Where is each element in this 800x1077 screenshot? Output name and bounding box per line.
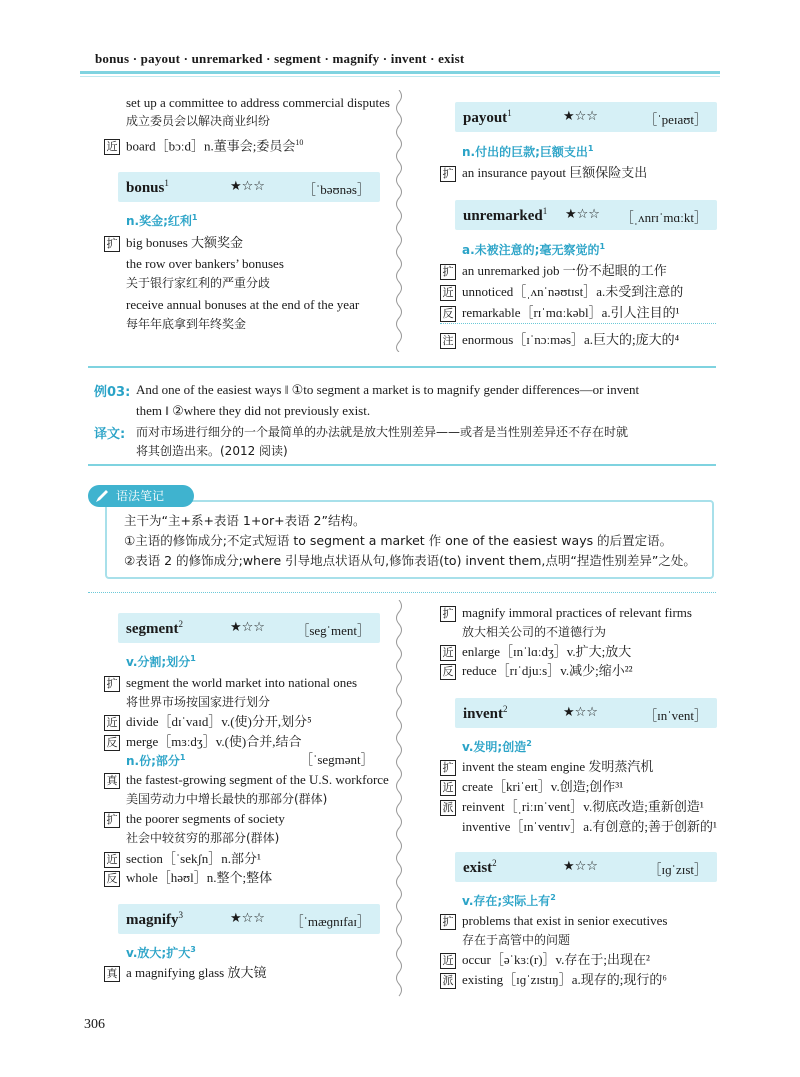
star-rating: ★☆☆ — [563, 109, 598, 124]
headword: invent$^2$ — [463, 704, 508, 722]
phonetic: ［ˈsegmənt］ — [300, 752, 374, 767]
grammar-line-1: 主干为“主+系+表语 1+or+表语 2”结构。 — [124, 513, 366, 528]
frequency-sup: 10 — [295, 138, 304, 147]
row-text: problems that exist in senior executives — [462, 913, 668, 928]
headword: bonus$^1$ — [126, 178, 169, 196]
example-label: 例03: — [94, 385, 131, 400]
synonym-text: board［bɔːd］n.董事会;委员会 — [126, 138, 296, 154]
phonetic: ［ˌʌnrɪˈmɑːkt］ — [620, 210, 707, 225]
entry-row — [440, 758, 653, 776]
translation-1: 而对市场进行细分的一个最简单的办法就是放大性别差异——或者是当性别差异还不存在时就 — [136, 425, 629, 439]
collocation: an insurance payout 巨额保险支出 — [462, 165, 648, 180]
collocation-translation: 关于银行家红利的严重分歧 — [126, 276, 271, 290]
row-text: 社会中较贫穷的那部分(群体) — [126, 831, 280, 845]
header-rule — [80, 71, 720, 74]
column-divider-bottom — [392, 600, 406, 1000]
headword: exist$^2$ — [463, 858, 497, 876]
entry-row — [440, 643, 631, 661]
row-text: 存在于高管中的问题 — [462, 933, 571, 947]
row-text: divide［dɪˈvaɪd］v.(使)分开,划分⁵ — [126, 714, 312, 729]
row-mark: 近 — [104, 852, 120, 868]
row-mark: 派 — [440, 800, 456, 816]
section-divider — [88, 592, 716, 593]
star-rating: ★☆☆ — [565, 207, 600, 222]
star-rating: ★☆☆ — [230, 179, 265, 194]
row-text: invent the steam engine 发明蒸汽机 — [462, 759, 654, 774]
extension-row — [104, 234, 243, 252]
entry-row — [440, 912, 667, 930]
row-text: an unremarked job 一份不起眼的工作 — [462, 263, 667, 278]
word-header-magnify — [118, 904, 380, 934]
star-rating: ★☆☆ — [230, 620, 265, 635]
extension-mark: 扩 — [440, 166, 456, 182]
sense-label: n.奖金;红利$^1$ — [126, 213, 198, 228]
word-header-unremarked — [455, 200, 717, 230]
collocation-translation: 每年年底拿到年终奖金 — [126, 317, 247, 331]
headword: payout$^1$ — [463, 108, 512, 126]
row-mark: 扩 — [104, 812, 120, 828]
row-text: reduce［rɪˈdjuːs］v.减少;缩小²² — [462, 663, 633, 678]
sense-label: n.付出的巨款;巨额支出$^1$ — [462, 144, 594, 159]
sense-label: v.分割;划分$^1$ — [126, 654, 196, 669]
row-text: segment the world market into national ones — [126, 675, 358, 690]
row-mark: 近 — [104, 715, 120, 731]
row-text: enlarge［ɪnˈlɑːdʒ］v.扩大;放大 — [462, 644, 632, 659]
row-text: create［kriˈeɪt］v.创造;创作³¹ — [462, 779, 624, 794]
entry-row — [104, 869, 272, 887]
entry-row — [104, 674, 357, 692]
row-text: inventive［ɪnˈventɪv］a.有创意的;善于创新的¹ — [462, 819, 717, 834]
row-text: remarkable［rɪˈmɑːkəbl］a.引人注目的¹ — [462, 305, 680, 320]
phonetic: ［ˈpeɪaʊt］ — [644, 112, 707, 127]
entry-row — [440, 283, 683, 301]
entry-row — [440, 262, 667, 280]
page-number: 306 — [84, 1017, 105, 1032]
row-mark: 派 — [440, 973, 456, 989]
entry-row — [440, 604, 692, 622]
collocation: receive annual bonuses at the end of the year — [126, 297, 360, 312]
entry-row — [104, 713, 312, 731]
phonetic: ［ɪɡˈzɪst］ — [648, 862, 707, 877]
entry-row — [104, 771, 389, 789]
entry-row — [440, 971, 667, 989]
star-rating: ★☆☆ — [563, 705, 598, 720]
row-text: the fastest-growing segment of the U.S. workforce — [126, 772, 389, 787]
entry-row — [104, 810, 285, 828]
sense-label: v.存在;实际上有$^2$ — [462, 893, 556, 908]
entry-row — [440, 798, 704, 816]
row-mark: 近 — [440, 953, 456, 969]
row-text: unnoticed［ˌʌnˈnəʊtɪst］a.未受到注意的 — [462, 284, 684, 299]
row-text: magnify immoral practices of relevant firms — [462, 605, 692, 620]
example-translation: 成立委员会以解决商业纠纷 — [126, 114, 271, 128]
entry-row — [104, 733, 302, 751]
row-mark: 反 — [104, 871, 120, 887]
header-rule-thin — [80, 76, 720, 77]
row-text: existing［ɪɡˈzɪstɪŋ］a.现存的;现行的⁶ — [462, 972, 667, 987]
word-header-payout — [455, 102, 717, 132]
row-text: section［ˈsekʃn］n.部分¹ — [126, 851, 261, 866]
word-header-bonus — [118, 172, 380, 202]
column-divider-top — [392, 90, 406, 352]
example-line: set up a committee to address commercial disputes — [126, 95, 390, 110]
translation-label: 译文: — [94, 427, 126, 442]
star-rating: ★☆☆ — [563, 859, 598, 874]
row-text: merge［mɜːdʒ］v.(使)合并,结合 — [126, 734, 302, 749]
entry-row — [104, 850, 261, 868]
row-mark: 扩 — [440, 914, 456, 930]
row-mark: 反 — [440, 664, 456, 680]
extension-mark: 扩 — [104, 236, 120, 252]
headword: segment$^2$ — [126, 619, 183, 637]
row-text: a magnifying glass 放大镜 — [126, 965, 267, 980]
sense-label: v.放大;扩大$^3$ — [126, 945, 196, 960]
row-text: whole［həʊl］n.整个;整体 — [126, 870, 273, 885]
grammar-tag-label: 语法笔记 — [116, 489, 165, 503]
row-mark: 近 — [440, 780, 456, 796]
example-sentence-1: And one of the easiest ways ‖ ①to segment a market is to magnify gender differences—or invent — [136, 382, 640, 397]
phonetic: ［ˈmæɡnɪfaɪ］ — [290, 914, 370, 929]
example-sentence-2: them ‖ ②where they did not previously exist. — [136, 403, 371, 418]
grammar-line-2: ①主语的修饰成分;不定式短语 to segment a market 作 one of the easiest ways 的后置定语。 — [124, 533, 673, 548]
row-text: the poorer segments of society — [126, 811, 285, 826]
entry-row — [440, 778, 623, 796]
row-text: 放大相关公司的不道德行为 — [462, 625, 607, 639]
synonym-mark: 近 — [104, 139, 120, 155]
translation-2: 将其创造出来。(2012 阅读) — [136, 444, 288, 458]
word-header-segment — [118, 613, 380, 643]
sense-label: a.未被注意的;毫无察觉的$^1$ — [462, 242, 606, 257]
extension-row — [440, 164, 647, 182]
collocation: big bonuses 大额奖金 — [126, 235, 244, 250]
collocation: the row over bankers’ bonuses — [126, 256, 284, 271]
row-mark: 反 — [440, 306, 456, 322]
row-mark: 扩 — [440, 606, 456, 622]
synonym-row — [104, 134, 303, 155]
row-mark: 真 — [104, 966, 120, 982]
row-text: occur［əˈkɜː(r)］v.存在于;出现在² — [462, 952, 650, 967]
word-header-invent — [455, 698, 717, 728]
pen-icon — [94, 488, 110, 504]
entry-row — [440, 662, 633, 680]
grammar-tag — [88, 485, 194, 507]
sense-label: n.份;部分$^1$ — [126, 753, 186, 768]
headword: unremarked$^1$ — [463, 206, 548, 224]
row-text: 将世界市场按国家进行划分 — [126, 695, 271, 709]
row-mark: 扩 — [440, 760, 456, 776]
entry-row — [104, 964, 266, 982]
phonetic: ［ɪnˈvent］ — [644, 708, 707, 723]
row-mark: 扩 — [440, 264, 456, 280]
entry-row — [440, 331, 679, 349]
row-text: reinvent［ˌriːɪnˈvent］v.彻底改造;重新创造¹ — [462, 799, 704, 814]
word-header-exist — [455, 852, 717, 882]
row-mark: 近 — [440, 285, 456, 301]
phonetic: ［segˈment］ — [296, 623, 370, 638]
row-mark: 注 — [440, 333, 456, 349]
sense-label: v.发明;创造$^2$ — [462, 739, 532, 754]
row-mark: 真 — [104, 773, 120, 789]
grammar-line-3: ②表语 2 的修饰成分;where 引导地点状语从句,修饰表语(to) invent them,点明“捏造性别差异”之处。 — [124, 553, 696, 568]
entry-row — [440, 951, 650, 969]
running-header: bonus · payout · unremarked · segment · magnify · invent · exist — [95, 51, 465, 66]
headword: magnify$^3$ — [126, 910, 183, 928]
row-text: 美国劳动力中增长最快的那部分(群体) — [126, 792, 328, 806]
row-mark: 反 — [104, 735, 120, 751]
entry-row — [440, 304, 680, 322]
row-mark: 近 — [440, 645, 456, 661]
star-rating: ★☆☆ — [230, 911, 265, 926]
row-mark: 扩 — [104, 676, 120, 692]
row-text: enormous［ɪˈnɔːməs］a.巨大的;庞大的⁴ — [462, 332, 680, 347]
phonetic: ［ˈbəʊnəs］ — [302, 182, 370, 197]
note-divider — [440, 323, 716, 324]
